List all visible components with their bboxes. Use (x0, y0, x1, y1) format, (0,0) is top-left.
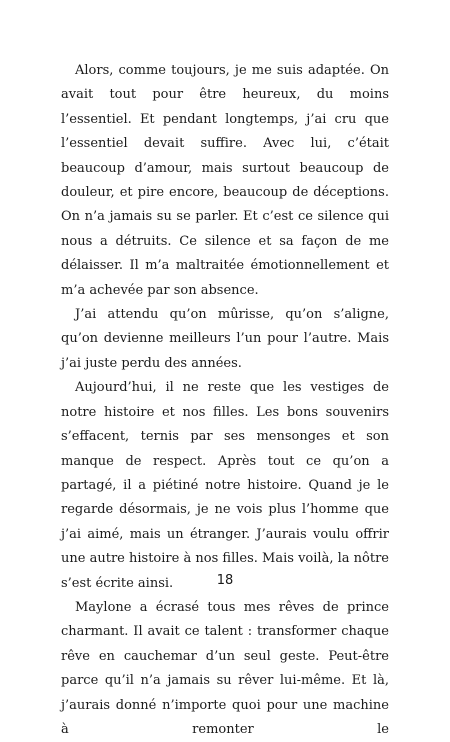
page-number: 18 (216, 573, 234, 588)
paragraph-3: Aujourd’hui, il ne reste que les vestiges de notre histoire et nos filles. Les bons souvenirs s’effacent, ternis par ses mensonges et son manque de respect. Après tout ce qu’on a partagé, il a piétiné notre histoire. Quand je le regarde désormais, je ne vois plus l’homme que j’ai aimé, mais un étranger. J’aurais voulu offrir une autre histoire à nos filles. Mais voilà, la nôtre s’est écrite ainsi. (61, 380, 389, 591)
paragraph-2: J’ai attendu qu’on mûrisse, qu’on s’aligne, qu’on devienne meilleurs l’un pour l’autre. Mais j’ai juste perdu des années. (61, 307, 389, 371)
paragraph-4: Maylone a écrasé tous mes rêves de prince charmant. Il avait ce talent : transformer chaque rêve en cauchemar d’un seul geste. Peut-être parce qu’il n’a jamais su rêver lui-même. Et là, j’aurais donné n’importe quoi pour une machine à remonter le (61, 599, 389, 737)
body-text (61, 59, 389, 742)
paragraph-1: Alors, comme toujours, je me suis adaptée. On avait tout pour être heureux, du moins l’essentiel. Et pendant longtemps, j’ai cru que l’essentiel devait suffire. Avec lui, c’était beaucoup d’amour, mais surtout beaucoup de douleur, et pire encore, beaucoup de déceptions. On n’a jamais su se parler. Et c’est ce silence qui nous a détruits. Ce silence et sa façon de me délaisser. Il m’a maltraitée émotionnellement et m’a achevée par son absence. (61, 63, 389, 298)
